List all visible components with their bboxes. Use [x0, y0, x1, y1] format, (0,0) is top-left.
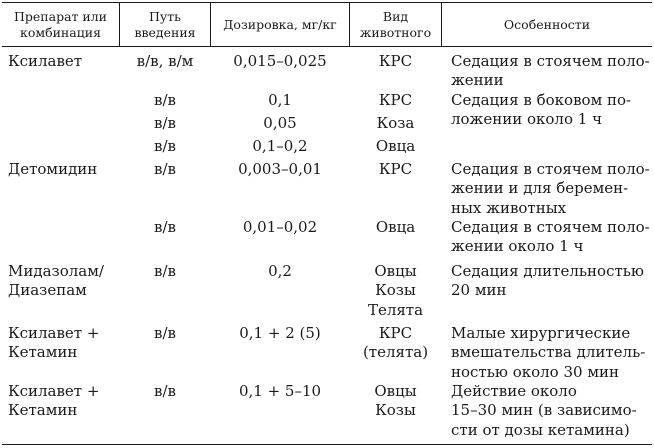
species-line: КРС [378, 52, 413, 70]
header-species: Вид животного [359, 9, 432, 40]
cell-route [120, 218, 210, 237]
features-line: Седация в стоячем поло- [451, 218, 650, 236]
features-line: Седация в стоячем поло- [451, 160, 650, 178]
route-line: в/в [154, 218, 176, 236]
cell-dose [211, 91, 349, 110]
cell-dose [211, 324, 349, 343]
dose-line: 0,003–0,01 [238, 160, 322, 178]
cell-route [120, 52, 210, 71]
features-line: жении и для беремен- [451, 179, 629, 198]
cell-drug [8, 382, 118, 421]
cell-drug [8, 324, 118, 363]
route-line: в/в [154, 382, 176, 400]
dose-line: 0,1 [268, 91, 292, 109]
features-line: ложении около 1 ч [451, 110, 602, 129]
cell-species [350, 160, 441, 179]
features-line: сти от дозы кетамина) [451, 420, 630, 439]
cell-drug [8, 160, 118, 179]
drug-line: Кетамин [8, 401, 78, 420]
header-bottom-border [2, 46, 652, 47]
header-dose: Дозировка, мг/кг [223, 17, 337, 32]
cell-route [120, 114, 210, 133]
route-line: в/в, в/м [136, 52, 194, 70]
drug-line: Ксилавет [8, 52, 83, 70]
dose-line: 0,05 [263, 114, 297, 132]
features-line: вмешательства длитель- [451, 343, 646, 362]
drug-line: Диазепам [8, 281, 87, 300]
cell-features [451, 382, 651, 440]
features-line: ностью около 30 мин [451, 362, 620, 381]
species-line: Овцы [374, 382, 417, 400]
cell-route [120, 324, 210, 343]
cell-species [350, 218, 441, 237]
cell-dose [211, 218, 349, 237]
cell-route [120, 91, 210, 110]
header-features: Особенности [503, 17, 591, 32]
cell-species [350, 382, 441, 421]
header-route: Путь введения [134, 9, 196, 40]
cell-route [120, 382, 210, 401]
dose-line: 0,2 [268, 262, 292, 280]
features-line: Седация в стоячем поло- [451, 52, 650, 70]
species-line: Овца [375, 137, 416, 155]
features-line: жении около 1 ч [451, 237, 584, 256]
features-line: 15–30 мин (в зависимо- [451, 401, 637, 420]
cell-features [451, 52, 651, 91]
dose-line: 0,1–0,2 [252, 137, 308, 155]
cell-dose [211, 114, 349, 133]
features-line: Седация длительностью [451, 262, 644, 280]
features-line: Малые хирургические [451, 324, 631, 342]
dose-line: 0,01–0,02 [242, 218, 318, 236]
cell-species [350, 137, 441, 156]
drug-line: Кетамин [8, 343, 78, 362]
cell-dose [211, 52, 349, 71]
cell-species [350, 114, 441, 133]
species-line: КРС [378, 324, 413, 342]
drug-line: Ксилавет + [8, 382, 100, 400]
dose-line: 0,015–0,025 [233, 52, 327, 70]
cell-route [120, 137, 210, 156]
route-line: в/в [154, 262, 176, 280]
cell-species [350, 91, 441, 110]
cell-species [350, 324, 441, 363]
species-line: Овцы [374, 262, 417, 280]
route-line: в/в [154, 114, 176, 132]
cell-features [451, 218, 651, 257]
cell-drug [8, 262, 118, 301]
route-line: в/в [154, 137, 176, 155]
species-line: КРС [378, 91, 413, 109]
cell-species [350, 262, 441, 320]
species-line: Козы [375, 281, 416, 300]
cell-dose [211, 160, 349, 179]
features-line: ных животных [451, 198, 567, 217]
features-line: Действие около [451, 382, 577, 400]
features-line: Седация в боковом по- [451, 91, 632, 109]
cell-features [451, 324, 651, 382]
cell-features [451, 160, 651, 218]
cell-route [120, 262, 210, 281]
species-line: Овца [375, 218, 416, 236]
features-line: жении [451, 71, 504, 90]
cell-dose [211, 262, 349, 281]
dose-line: 0,1 + 2 (5) [239, 324, 321, 342]
features-line: 20 мин [451, 281, 507, 300]
route-line: в/в [154, 324, 176, 342]
cell-features [451, 91, 651, 130]
cell-features [451, 262, 651, 301]
species-line: Коза [376, 114, 415, 132]
drug-line: Мидазолам/ [8, 262, 104, 280]
drug-line: Детомидин [8, 160, 98, 178]
route-line: в/в [154, 91, 176, 109]
cell-route [120, 160, 210, 179]
header-drug: Препарат или комбинация [13, 9, 108, 40]
species-line: КРС [378, 160, 413, 178]
cell-drug [8, 52, 118, 71]
dose-line: 0,1 + 5–10 [238, 382, 322, 400]
route-line: в/в [154, 160, 176, 178]
table-bottom-border [2, 444, 652, 445]
cell-species [350, 52, 441, 71]
cell-dose [211, 137, 349, 156]
drug-line: Ксилавет + [8, 324, 100, 342]
species-line: Козы [375, 401, 416, 420]
species-line: Телята [367, 300, 424, 319]
table-top-border [2, 2, 652, 3]
cell-dose [211, 382, 349, 401]
species-line: (телята) [362, 343, 429, 362]
